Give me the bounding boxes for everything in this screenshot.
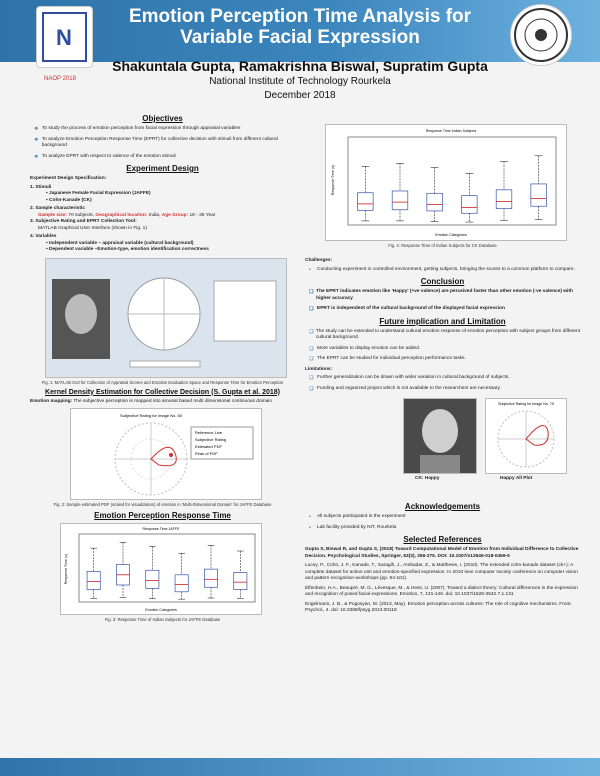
jaffe-axes	[79, 534, 255, 602]
title-line-1: Emotion Perception Time Analysis for	[128, 6, 472, 27]
seal-icon	[511, 5, 571, 65]
ck-box	[427, 193, 443, 211]
happy-plot-title: Subjective Rating for Image No. 75	[498, 402, 554, 406]
future-item	[309, 329, 580, 342]
nitr-logo	[36, 6, 93, 68]
date: December 2018	[264, 90, 336, 101]
kde-body: The subjective perception is mapped into arousal based multi dimensional continuous domain	[73, 398, 273, 404]
age-label: Age Group:	[161, 212, 189, 218]
fig2-caption: Fig. 2: Sample estimated PDF (scaled for visualization) of emotion in 'Multi-Dimensional Domain' for JAFFE Database	[53, 502, 272, 507]
ack-item	[309, 525, 580, 532]
limitation-item	[309, 375, 580, 382]
diamond-bullet-icon: ❖	[34, 136, 39, 143]
legend-reference: Reference Line	[195, 430, 223, 435]
conclusion-title: Conclusion	[420, 277, 465, 286]
happy-polar-plot	[486, 399, 566, 473]
var-1: ▪ Independent variable – appraisal variable (cultural background)	[46, 240, 194, 246]
future-title: Future implication and Limitation	[379, 316, 506, 326]
design-title: Experiment Design	[126, 164, 199, 173]
limitation-text: Further generalization can be drawn with wider variation in cultural background of subjects.	[317, 375, 510, 380]
stimuli-1: ▪ Japanese Female Facial Expression (JAFFE)	[46, 191, 151, 196]
polar-plot	[71, 409, 261, 499]
ck-box	[531, 184, 547, 206]
ack-text: Lab facility provided by NIT, Rourkela	[317, 524, 397, 530]
ck-chart-title: Response Time Indian Subjects	[425, 129, 477, 133]
left-column	[30, 110, 295, 754]
future-item	[309, 346, 580, 353]
stimuli-2-text: Cohn-Kanade (CK)	[49, 197, 92, 203]
checkbox-bullet-icon: ❑	[309, 375, 314, 381]
ck-box	[392, 191, 408, 210]
objective-text: To analyze EPRT with respect to valence of the emotion stimuli	[42, 153, 176, 159]
jaffe-box	[234, 573, 247, 590]
fig3-caption: Fig. 3: Response Time of Indian Subjects for JAFFE Database	[104, 617, 221, 622]
jaffe-xlabel: Emotion Categories	[145, 608, 177, 612]
happy-all-plot	[485, 398, 567, 474]
fig4-caption: Fig. 4: Response Time of Indian Subjects for CK Database	[388, 243, 497, 248]
legend-peak: Peak of PDF	[195, 451, 218, 456]
authors: Shakuntala Gupta, Ramakrishna Biswal, Supratim Gupta	[112, 58, 488, 74]
svg-text:N: N	[56, 25, 72, 50]
future-item	[309, 356, 580, 363]
limitation-text: Funding and organized project which is not available to the researchers are necessary.	[317, 385, 501, 391]
objective-text: To analyze Emotion Perception Response Time (EPRT) for collective decision with stimuli from different cultural background	[41, 136, 278, 148]
ack-item	[309, 514, 580, 521]
ack-title: Acknowledgements	[404, 502, 481, 511]
challenges-title: Challenges:	[305, 258, 333, 263]
var-2-text: Dependent variable –Emotion-type, emotion identification correctness	[49, 247, 209, 252]
polar-title: Subjective Rating for Image No. 60	[119, 413, 183, 418]
limitations-title: Limitations:	[305, 366, 333, 372]
challenges-text: Conducting experiment in controlled environment, getting subjects, bringing the scores to a common platform to compare.	[317, 266, 575, 272]
happy-all-label: Happy All Plot	[500, 476, 533, 481]
design-spec: Experiment Design Specification:	[30, 176, 107, 181]
future-text: More variables to display emotion can be added.	[317, 345, 421, 351]
conclusion-item	[309, 306, 580, 313]
jaffe-box	[175, 575, 188, 592]
reference-item: Engelmann, J. B., & Pogosyan, M. (2013, May). Emotion perception across cultures: The role of cognitive mechanisms. Front. Psychol., 4. doi: 10.3389/fpsyg.2013.00118	[305, 601, 572, 613]
future-text: The EPRT can be studied for individual perception performance tasks.	[317, 356, 466, 361]
ck-happy-label: CK: Happy	[415, 476, 440, 481]
pdf-figure	[70, 408, 262, 500]
list-item	[34, 126, 295, 133]
diamond-bullet-icon: ❖	[34, 153, 39, 160]
design-item-stimuli: 1. Stimuli	[30, 184, 52, 190]
reference-item: Lucey, P., Cohn, J. F., Kanade, T., Saragih, J., Ambadar, Z., & Matthews, I. (2010). The extended cohn-kanade dataset (ck+): A complete dataset for action unit and emotion-specified expression. In 2010 ieee computer society conference on computer vision and pattern recognition-workshops (pp. 94-101).	[305, 563, 578, 581]
conclusion-text: The EPRT indicates emotion like 'Happy' (+ve valence) are perceived faster than other emotion (-ve valence) with higher accuracy	[316, 289, 573, 301]
design-body	[30, 176, 295, 254]
stimuli-2: ▪ Cohn-Kanade (CK)	[46, 197, 92, 203]
ck-ylabel: Response Time (s)	[331, 164, 335, 196]
limitation-item	[309, 386, 580, 393]
checkbox-bullet-icon: ❑	[309, 306, 314, 312]
age-value: 18 - 35 Year	[189, 212, 216, 218]
ck-xlabel: Emotion Categories	[435, 233, 467, 237]
nitr-logo-icon	[37, 7, 92, 67]
ck-box	[496, 190, 512, 209]
conclusion-item	[309, 289, 580, 302]
ck-happy-photo	[403, 398, 477, 474]
sample-value: 70 subjects,	[68, 212, 95, 218]
institution: National Institute of Technology Rourkela	[209, 76, 391, 87]
reference-item: Elfenbein, H.A., Beaupré, M. G., Lévesque, M., & Hess, U. (2007). Toward a dialect theory: Cultural differences in the expression and recognition of posed facial expressions. Emotion, 7, 131-146. doi: 10.1037/1528-3542.7.1.131	[305, 585, 578, 597]
geo-label: Geographical location:	[95, 212, 148, 218]
design-item-variables: 4. Variables	[30, 234, 57, 239]
ck-box	[358, 193, 374, 211]
var-2: ▪ Dependent variable –Emotion-type, emotion identification correctness	[46, 247, 209, 252]
legend-estimated: Estimated PDF	[195, 444, 222, 449]
checkbox-bullet-icon: ❑	[309, 345, 314, 352]
legend-subjective: Subjective Rating	[195, 437, 227, 442]
ck-chart-figure	[325, 124, 567, 241]
challenges-item	[309, 267, 580, 274]
future-text: The study can be extended to understand cultural emotion response of emotion perception with subject groups from different cultural background.	[315, 328, 581, 340]
sample-label: Sample size:	[38, 212, 68, 218]
refs-title: Selected References	[403, 535, 482, 544]
checkbox-bullet-icon: ❑	[309, 328, 314, 335]
header	[0, 0, 600, 105]
institute-seal	[510, 4, 572, 66]
checkbox-bullet-icon: ❑	[309, 289, 314, 295]
reference-item: Gupta S, Biswal R, and Gupta S, (2018) Toward Computational Model of Emotion from Individual Difference to Collective Decision. Psychological Studies, Springer, 63(3), 266-275. DOI: 10.1007/s12646-018-0459-5	[305, 547, 579, 559]
stimuli-1-text: Japanese Female Facial Expression (JAFFE)	[49, 191, 151, 196]
bullet-icon: •	[309, 524, 311, 531]
face-photo-image	[404, 399, 476, 473]
ck-happy-panel	[305, 398, 580, 498]
bullet-icon: •	[309, 266, 311, 273]
var-1-text: Independent variable – appraisal variable (cultural background)	[49, 240, 194, 246]
list-item	[34, 154, 295, 161]
tool-text: MATLAB Graphical User Interface (shown in Fig. 1)	[38, 225, 147, 231]
checkbox-bullet-icon: ❑	[309, 356, 314, 362]
jaffe-ylabel: Response Time (s)	[64, 553, 68, 585]
ck-axes	[348, 137, 556, 225]
eprt-title: Emotion Perception Response Time	[94, 511, 231, 520]
checkbox-bullet-icon: ❑	[309, 385, 314, 392]
jaffe-box	[146, 570, 159, 588]
kde-lead: Emotion mapping:	[30, 398, 73, 404]
bullet-icon: •	[309, 514, 311, 520]
ck-box	[462, 196, 478, 214]
ck-boxplot	[326, 125, 566, 240]
diamond-bullet-icon: ❖	[34, 126, 39, 132]
design-item-sample: 2. Sample characteristic	[30, 206, 85, 211]
jaffe-box	[204, 569, 217, 587]
jaffe-box	[87, 571, 100, 589]
matlab-gui-image	[46, 259, 286, 377]
conference-tag: NAOP 2018	[44, 76, 76, 82]
jaffe-chart-figure	[60, 523, 262, 615]
footer-band	[0, 758, 600, 776]
design-item-tool: 3. Subjective Rating and EPRT Collection Tool:	[30, 219, 137, 224]
objectives-list	[30, 126, 295, 160]
jaffe-boxplot	[61, 524, 261, 614]
matlab-gui-figure	[45, 258, 287, 378]
title-line-2: Variable Facial Expression	[180, 27, 420, 48]
ack-text: All subjects participated in the experiment	[317, 514, 406, 519]
objective-text: To study the process of emotion perception from facial expression through appraisal variables	[42, 126, 241, 131]
jaffe-chart-title: Response Time JAFFE	[142, 527, 180, 531]
poster-title	[95, 6, 505, 48]
kde-text	[30, 399, 295, 406]
right-column	[305, 110, 580, 754]
list-item	[34, 137, 295, 150]
objectives-title: Objectives	[142, 114, 183, 123]
kde-title: Kernel Density Estimation for Collective Decision (S. Gupta et al. 2018)	[45, 388, 280, 396]
conclusion-text: EPRT is independent of the cultural background of the displayed facial expression	[317, 306, 505, 311]
geo-value: India,	[148, 212, 161, 218]
fig1-caption: Fig. 1: MATLAB GUI for Collection of Appraisal Scores and Emotion Evaluation Space and Response Time for Emotion Perception	[41, 379, 284, 385]
